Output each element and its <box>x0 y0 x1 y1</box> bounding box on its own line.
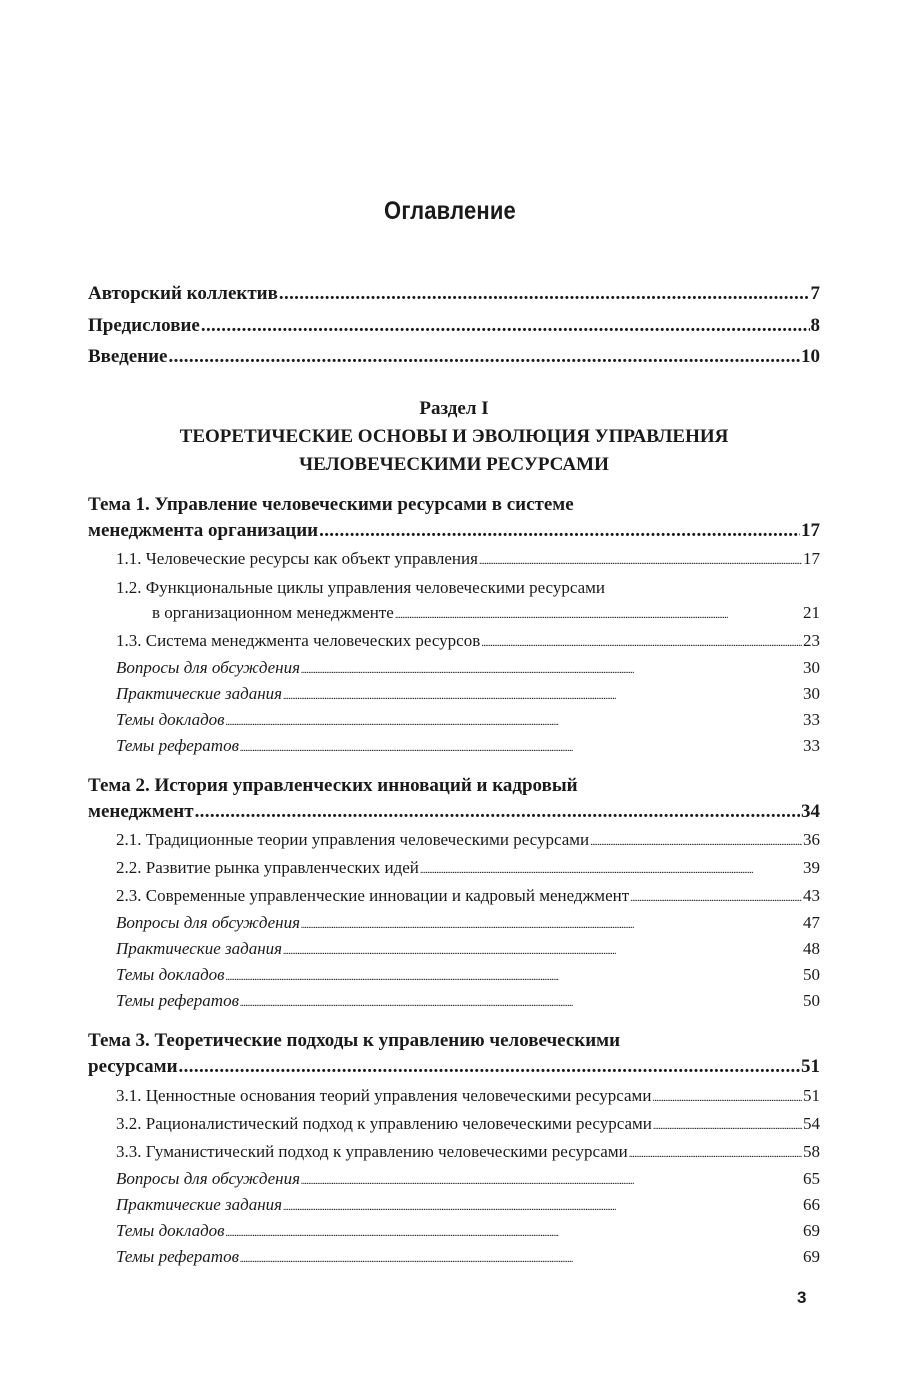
toc-subentry[interactable] <box>88 1221 820 1241</box>
toc-subentry[interactable] <box>88 684 820 704</box>
toc-subentry-line-1[interactable]: 1.2. Функциональные циклы управления человеческими ресурсами <box>116 578 606 597</box>
toc-page-number: 36 <box>803 830 820 849</box>
toc-page-number: 39 <box>803 858 820 877</box>
topic-2-title-line-1: Тема 2. История управленческих инноваций и кадровый <box>88 775 578 796</box>
toc-entry-label: Практические задания <box>116 939 283 958</box>
leader-dots <box>653 1121 802 1132</box>
toc-entry-label: Темы докладов <box>116 965 225 984</box>
toc-page-number: 50 <box>803 991 820 1010</box>
toc-page-number: 43 <box>803 886 820 905</box>
toc-entry-label: Вопросы для обсуждения <box>116 1169 301 1188</box>
toc-subentry[interactable] <box>88 1142 820 1162</box>
toc-subentry[interactable] <box>88 631 820 651</box>
toc-page-number: 51 <box>803 1086 820 1105</box>
toc-page-number: 69 <box>803 1221 820 1240</box>
page-title: Оглавление <box>384 197 516 225</box>
leader-dots <box>283 1202 802 1213</box>
toc-page-number: 66 <box>803 1195 820 1214</box>
toc-entry-label: 3.1. Ценностные основания теорий управления человеческими ресурсами <box>116 1086 652 1105</box>
toc-subentry[interactable] <box>88 965 820 985</box>
toc-entry-topic-2[interactable] <box>88 801 820 823</box>
toc-entry-label: Предисловие <box>88 315 200 336</box>
toc-entry-label: Вопросы для обсуждения <box>116 913 301 932</box>
leader-dots <box>240 998 802 1009</box>
toc-entry-label: Темы рефератов <box>116 1247 239 1266</box>
leader-dots <box>283 691 802 702</box>
leader-dots <box>481 638 802 649</box>
topic-3-title-line-1: Тема 3. Теоретические подходы к управлению человеческими <box>88 1030 621 1051</box>
page-number: 3 <box>797 1288 807 1307</box>
leader-dots <box>479 556 802 567</box>
toc-subentry[interactable] <box>88 830 820 850</box>
toc-entry-label: ресурсами <box>88 1056 178 1077</box>
leader-dots <box>195 801 800 823</box>
leader-dots <box>169 346 801 368</box>
toc-page-number: 8 <box>810 315 820 336</box>
section-title-line-2: ЧЕЛОВЕЧЕСКИМИ РЕСУРСАМИ <box>299 454 609 475</box>
leader-dots <box>279 283 810 305</box>
toc-page-number: 34 <box>801 801 820 822</box>
toc-entry-label: 2.1. Традиционные теории управления человеческими ресурсами <box>116 830 590 849</box>
leader-dots <box>420 865 802 876</box>
toc-subentry[interactable] <box>88 710 820 730</box>
toc-subentry[interactable] <box>88 658 820 678</box>
leader-dots <box>283 946 802 957</box>
toc-entry-label: Темы докладов <box>116 1221 225 1240</box>
toc-page-number: 69 <box>803 1247 820 1266</box>
toc-subentry[interactable] <box>88 1247 820 1267</box>
toc-subentry[interactable] <box>88 913 820 933</box>
leader-dots <box>226 717 802 728</box>
toc-entry-topic-1[interactable] <box>88 520 820 542</box>
leader-dots <box>179 1056 800 1078</box>
leader-dots <box>226 972 802 983</box>
leader-dots <box>301 1176 802 1187</box>
toc-page-number: 21 <box>803 603 820 622</box>
toc-page-number: 10 <box>801 346 820 367</box>
toc-page-number: 33 <box>803 736 820 755</box>
toc-entry-label: менеджмент <box>88 801 194 822</box>
toc-page-number: 50 <box>803 965 820 984</box>
toc-entry-topic-3[interactable] <box>88 1056 820 1078</box>
toc-entry-label: Практические задания <box>116 1195 283 1214</box>
leader-dots <box>301 665 802 676</box>
toc-page-number: 65 <box>803 1169 820 1188</box>
toc-subentry[interactable] <box>88 991 820 1011</box>
toc-entry-label: Темы рефератов <box>116 736 239 755</box>
toc-entry-label: в организационном менеджменте <box>152 603 394 622</box>
toc-entry-label: 2.3. Современные управленческие инновации и кадровый менеджмент <box>116 886 630 905</box>
toc-page-number: 17 <box>801 520 820 541</box>
toc-subentry[interactable] <box>88 1114 820 1134</box>
toc-page-number: 58 <box>803 1142 820 1161</box>
leader-dots <box>319 520 800 542</box>
toc-subentry[interactable] <box>88 549 820 569</box>
toc-page-number: 7 <box>810 283 820 304</box>
toc-page-number: 17 <box>803 549 820 568</box>
leader-dots <box>395 610 802 621</box>
toc-page-number: 54 <box>803 1114 820 1133</box>
section-title-line-1: ТЕОРЕТИЧЕСКИЕ ОСНОВЫ И ЭВОЛЮЦИЯ УПРАВЛЕНИЯ <box>179 426 729 447</box>
toc-subentry[interactable] <box>88 603 820 623</box>
toc-entry-label: Темы рефератов <box>116 991 239 1010</box>
toc-subentry[interactable] <box>88 886 820 906</box>
toc-subentry[interactable] <box>88 939 820 959</box>
toc-subentry[interactable] <box>88 1195 820 1215</box>
leader-dots <box>201 315 810 337</box>
toc-subentry[interactable] <box>88 736 820 756</box>
toc-entry-label: менеджмента организации <box>88 520 319 541</box>
leader-dots <box>240 1254 802 1265</box>
leader-dots <box>629 1149 802 1160</box>
toc-entry-label: Авторский коллектив <box>88 283 278 304</box>
leader-dots <box>590 837 802 848</box>
toc-subentry[interactable] <box>88 1169 820 1189</box>
leader-dots <box>630 893 802 904</box>
toc-page-number: 30 <box>803 658 820 677</box>
topic-1-title-line-1: Тема 1. Управление человеческими ресурсами в системе <box>88 494 574 515</box>
toc-page-number: 30 <box>803 684 820 703</box>
leader-dots <box>652 1093 802 1104</box>
toc-page-number: 23 <box>803 631 820 650</box>
toc-entry-authors[interactable] <box>88 283 820 305</box>
toc-page-number: 33 <box>803 710 820 729</box>
toc-subentry[interactable] <box>88 858 820 878</box>
toc-entry-label: Практические задания <box>116 684 283 703</box>
toc-page-number: 51 <box>801 1056 820 1077</box>
toc-entry-label: Введение <box>88 346 168 367</box>
leader-dots <box>240 743 802 754</box>
toc-entry-label: 3.3. Гуманистический подход к управлению человеческими ресурсами <box>116 1142 628 1161</box>
section-label: Раздел I <box>419 398 489 419</box>
toc-entry-label: 1.3. Система менеджмента человеческих ресурсов <box>116 631 481 650</box>
toc-entry-introduction[interactable] <box>88 346 820 368</box>
leader-dots <box>301 920 802 931</box>
toc-entry-label: 2.2. Развитие рынка управленческих идей <box>116 858 419 877</box>
toc-entry-preface[interactable] <box>88 315 820 337</box>
toc-page-number: 47 <box>803 913 820 932</box>
toc-entry-label: 3.2. Рационалистический подход к управлению человеческими ресурсами <box>116 1114 652 1133</box>
toc-subentry[interactable] <box>88 1086 820 1106</box>
toc-entry-label: Вопросы для обсуждения <box>116 658 301 677</box>
leader-dots <box>226 1228 802 1239</box>
toc-page-number: 48 <box>803 939 820 958</box>
toc-entry-label: Темы докладов <box>116 710 225 729</box>
toc-entry-label: 1.1. Человеческие ресурсы как объект управления <box>116 549 478 568</box>
